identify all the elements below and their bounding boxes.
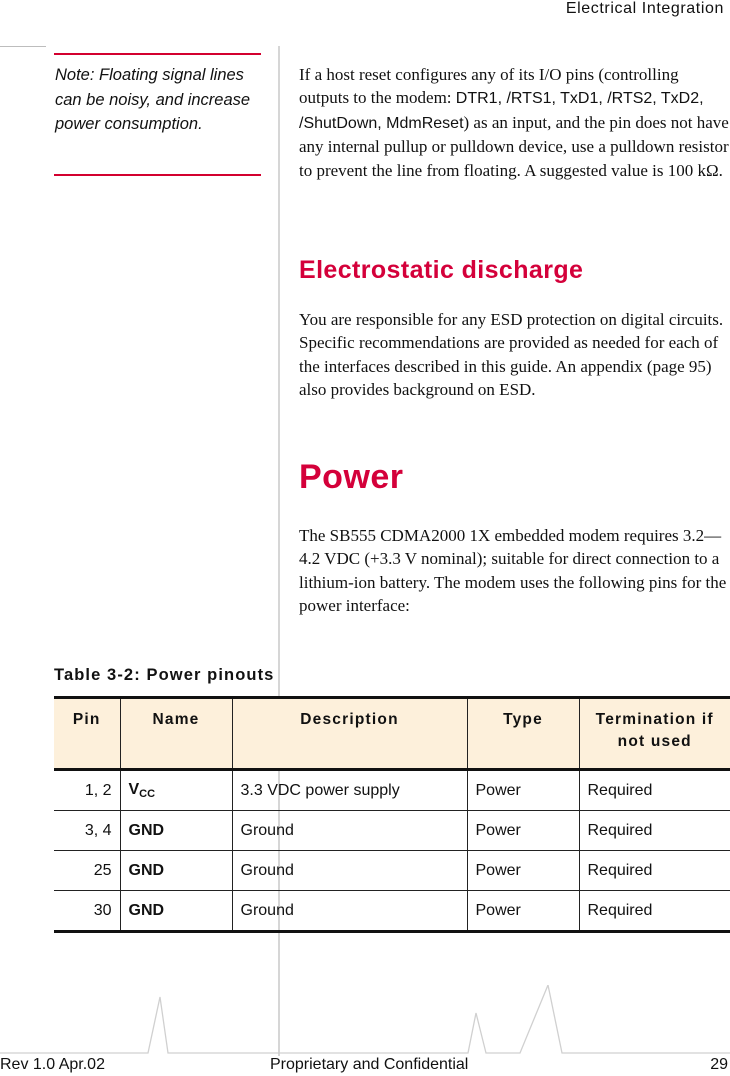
cell-description: Ground bbox=[232, 851, 467, 891]
cell-name-base: V bbox=[128, 781, 140, 798]
cell-termination: Required bbox=[587, 901, 653, 919]
table-header-row bbox=[54, 698, 730, 770]
footer-page-number: 29 bbox=[710, 1056, 728, 1073]
cell-type: Power bbox=[467, 770, 579, 811]
power-paragraph: The SB555 CDMA2000 1X embedded modem requires 3.2—4.2 VDC (+3.3 V nominal); suitable for direct connection to a lithium-ion battery. The modem uses the following pins for the power interface: bbox=[299, 526, 727, 616]
footer-revision: Rev 1.0 Apr.02 bbox=[0, 1056, 105, 1073]
cell-termination: Required bbox=[579, 811, 730, 851]
table-caption: Table 3-2: Power pinouts bbox=[54, 666, 275, 684]
header-termination: Termination if not used bbox=[579, 698, 730, 770]
footer-confidential: Proprietary and Confidential bbox=[270, 1056, 469, 1073]
header-name: Name bbox=[120, 698, 232, 770]
cell-description: 3.3 VDC power supply bbox=[232, 770, 467, 811]
note-rule-top bbox=[54, 53, 261, 55]
cell-type: Power bbox=[467, 891, 579, 932]
header-pin: Pin bbox=[54, 698, 120, 770]
power-pinouts-table bbox=[54, 696, 730, 933]
reset-paragraph-rest: ) as an input, and the pin does not have any internal pullup or pulldown device, use a pulldown resistor to prevent the line from floating. A suggested value is 100 kΩ. bbox=[299, 112, 729, 180]
reset-paragraph-pins: DTR1, /RTS1, TxD1, /RTS2, TxD2, /ShutDown, MdmReset bbox=[299, 90, 704, 132]
cell-name: GND bbox=[120, 851, 232, 891]
cell-name: GND bbox=[120, 891, 232, 932]
reset-paragraph-intro: If a host reset configures any of its I/O pins (controlling outputs to the modem: bbox=[299, 65, 679, 108]
cell-pin: 3, 4 bbox=[54, 811, 120, 851]
footer-waveform bbox=[0, 985, 730, 1055]
header-description: Description bbox=[232, 698, 467, 770]
cell-pin: 1, 2 bbox=[54, 770, 120, 811]
note-rule-bottom bbox=[54, 174, 261, 176]
header-type: Type bbox=[467, 698, 579, 770]
cell-type: Power bbox=[467, 851, 579, 891]
note-text: Note: Floating signal lines can be noisy, and increase power consumption. bbox=[55, 66, 251, 133]
cell-name: GND bbox=[120, 811, 232, 851]
header-rule bbox=[0, 46, 46, 47]
table-row bbox=[54, 770, 730, 811]
cell-description: Ground bbox=[232, 811, 467, 851]
cell-description: Ground bbox=[232, 891, 467, 932]
table-row bbox=[54, 851, 730, 891]
cell-pin: 30 bbox=[54, 891, 120, 932]
esd-heading: Electrostatic discharge bbox=[299, 256, 584, 284]
running-header: Electrical Integration bbox=[565, 0, 724, 17]
power-heading: Power bbox=[299, 458, 404, 496]
cell-name bbox=[120, 770, 232, 811]
cell-termination: Required bbox=[579, 851, 730, 891]
cell-pin: 25 bbox=[54, 851, 120, 891]
cell-type: Power bbox=[467, 811, 579, 851]
esd-paragraph: You are responsible for any ESD protection on digital circuits. Specific recommendations are provided as needed for each of the interfaces described in this guide. An appendix (page 95) also provides background on ESD. bbox=[299, 310, 724, 400]
reset-paragraph bbox=[299, 63, 729, 182]
table-row bbox=[54, 811, 730, 851]
cell-name-subscript: CC bbox=[139, 788, 156, 800]
cell-termination: Required bbox=[579, 770, 730, 811]
table-row bbox=[54, 891, 730, 932]
